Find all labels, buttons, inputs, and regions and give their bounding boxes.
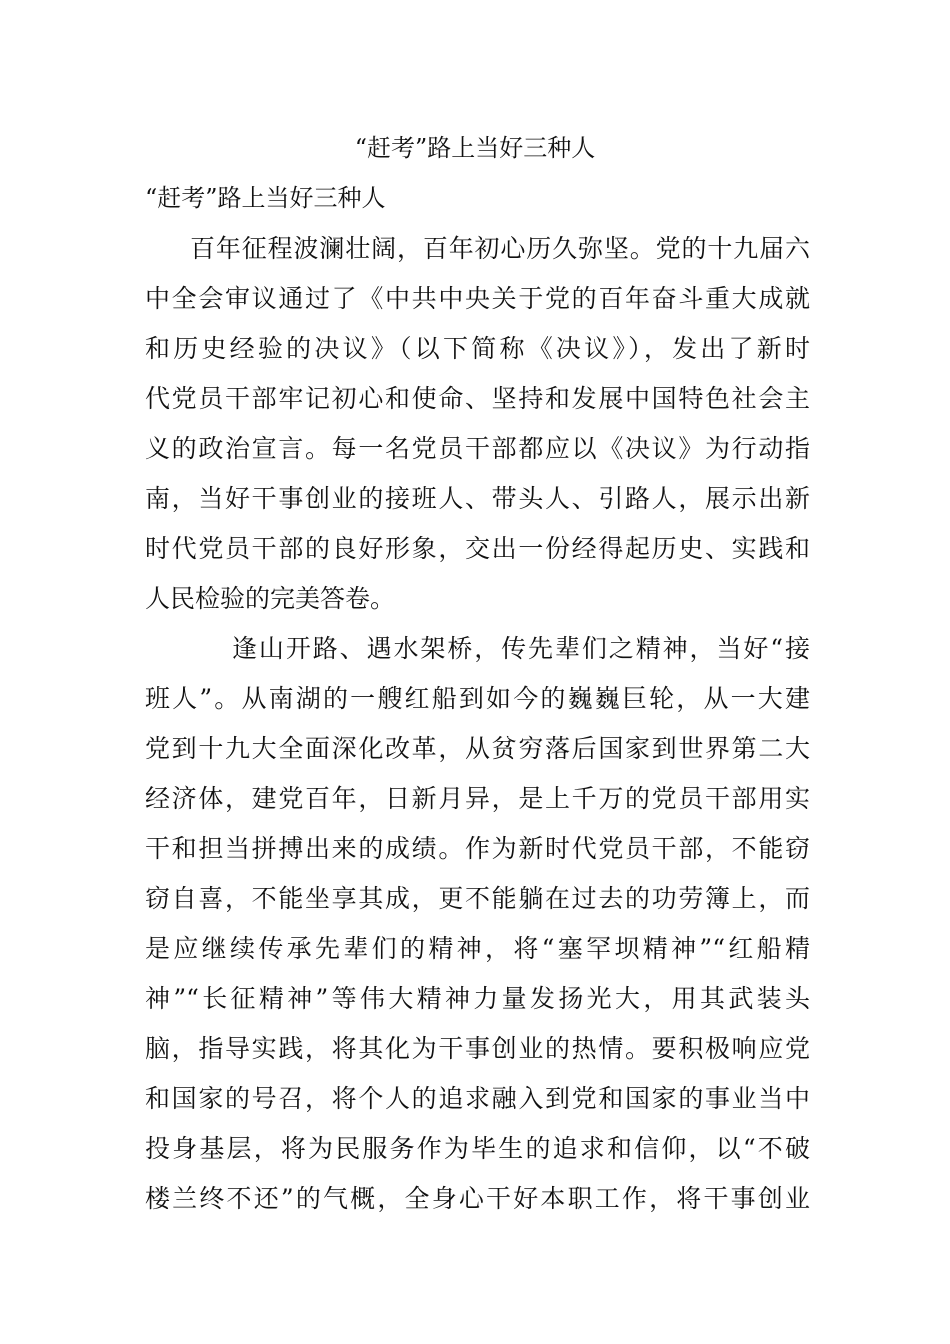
paragraph-2-line-8: 神”“长征精神”等伟大精神力量发扬光大，用其武装头 bbox=[145, 984, 810, 1013]
document-subtitle: “赶考”路上当好三种人 bbox=[145, 184, 386, 212]
paragraph-1-line-5: 义的政治宣言。每一名党员干部都应以《决议》为行动指 bbox=[145, 434, 810, 463]
document-title: “赶考”路上当好三种人 bbox=[354, 134, 596, 162]
paragraph-2-line-6: 窃自喜，不能坐享其成，更不能躺在过去的功劳簿上，而 bbox=[145, 884, 810, 913]
paragraph-2-line-10: 和国家的号召，将个人的追求融入到党和国家的事业当中 bbox=[145, 1084, 810, 1113]
paragraph-1-line-3: 和历史经验的决议》（以下简称《决议》），发出了新时 bbox=[145, 334, 810, 363]
paragraph-2-line-11: 投身基层，将为民服务作为毕生的追求和信仰，以“不破 bbox=[145, 1134, 810, 1163]
paragraph-1-line-6: 南，当好干事创业的接班人、带头人、引路人，展示出新 bbox=[145, 484, 810, 513]
paragraph-2-line-4: 经济体，建党百年，日新月异，是上千万的党员干部用实 bbox=[145, 784, 810, 813]
paragraph-1-line-8: 人民检验的完美答卷。 bbox=[145, 584, 396, 613]
paragraph-1-line-4: 代党员干部牢记初心和使命、坚持和发展中国特色社会主 bbox=[145, 384, 810, 413]
paragraph-2-line-9: 脑，指导实践，将其化为干事创业的热情。要积极响应党 bbox=[145, 1034, 810, 1063]
paragraph-1-line-7: 时代党员干部的良好形象，交出一份经得起历史、实践和 bbox=[145, 534, 810, 563]
paragraph-2-line-12: 楼兰终不还”的气概，全身心干好本职工作，将干事创业 bbox=[145, 1184, 810, 1213]
paragraph-2-line-5: 干和担当拼搏出来的成绩。作为新时代党员干部，不能窃 bbox=[145, 834, 810, 863]
paragraph-2-line-7: 是应继续传承先辈们的精神，将“塞罕坝精神”“红船精 bbox=[145, 934, 810, 963]
paragraph-2-line-1: 逢山开路、遇水架桥，传先辈们之精神，当好“接 bbox=[232, 634, 810, 663]
paragraph-2-line-3: 党到十九大全面深化改革，从贫穷落后国家到世界第二大 bbox=[145, 734, 810, 763]
paragraph-2-line-2: 班人”。从南湖的一艘红船到如今的巍巍巨轮，从一大建 bbox=[145, 684, 810, 713]
paragraph-1-line-1: 百年征程波澜壮阔，百年初心历久弥坚。党的十九届六 bbox=[190, 234, 810, 263]
paragraph-1-line-2: 中全会审议通过了《中共中央关于党的百年奋斗重大成就 bbox=[145, 284, 810, 313]
